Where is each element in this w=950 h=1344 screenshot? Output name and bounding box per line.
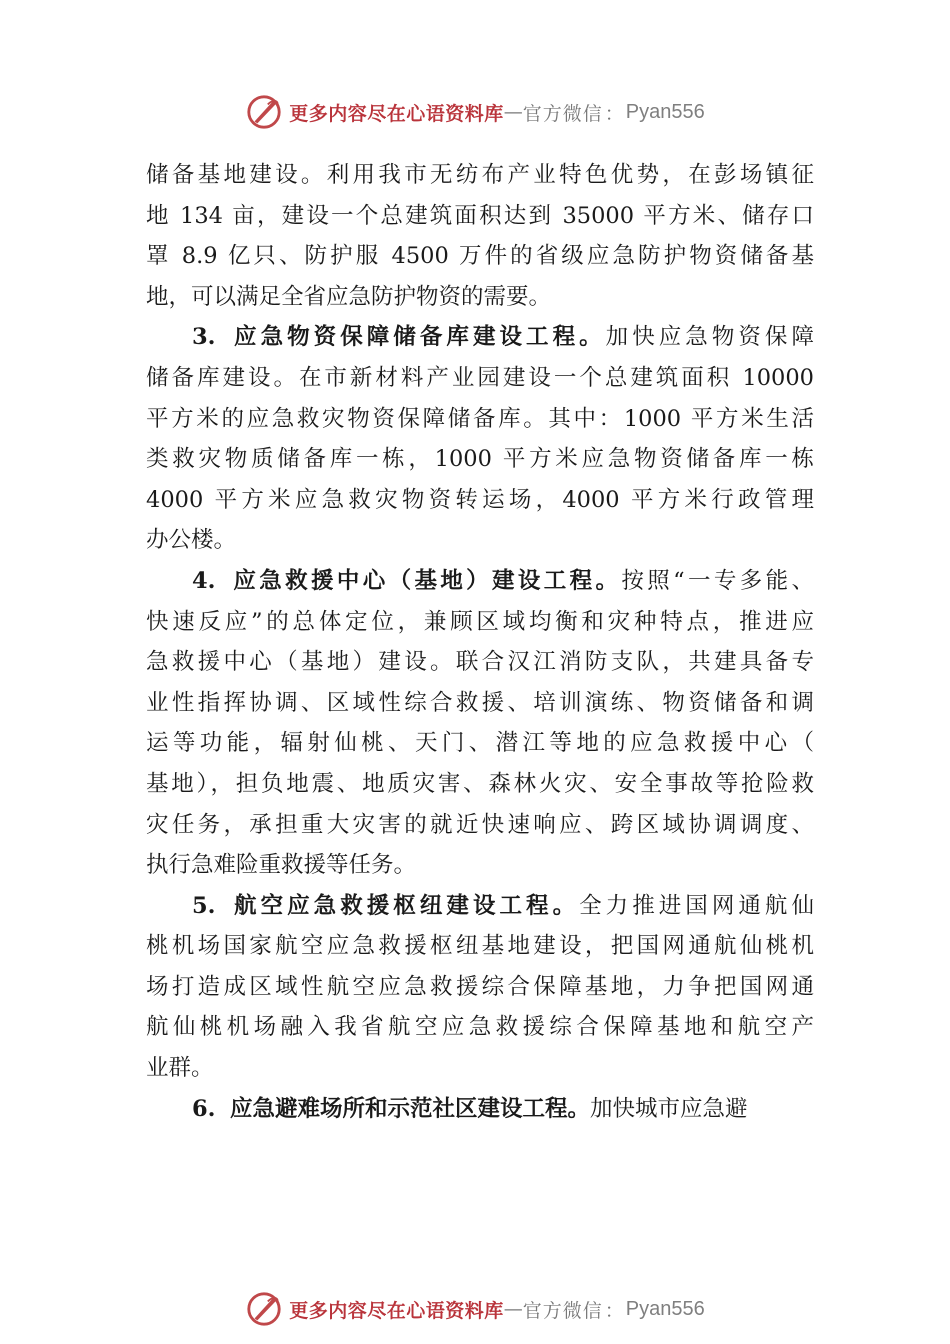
section-heading-line	[146, 1089, 814, 1130]
banner-dash: —	[503, 1298, 523, 1320]
text-line: 桃机场国家航空应急救援枢纽基地建设，把国网通航仙桃机	[146, 933, 814, 960]
text-line: 基地），担负地震、地质灾害、森林火灾、安全事故等抢险救	[146, 770, 814, 797]
footer-banner	[0, 1287, 950, 1331]
text-span: 按照“一专多能、	[621, 567, 814, 594]
text-span: 加快应急物资保障	[605, 324, 814, 351]
text-line: 类救灾物质储备库一栋，1000 平方米应急物资储备库一栋	[146, 446, 814, 473]
text-line: 业群。	[146, 1055, 214, 1082]
banner-wechat-handle: Pyan556	[625, 1297, 705, 1320]
section-number: 4.	[192, 567, 216, 594]
text-line: 4000 平方米应急救灾物资转运场，4000 平方米行政管理	[146, 486, 814, 513]
text-line: 地，可以满足全省应急防护物资的需要。	[146, 283, 552, 310]
section-heading-line	[146, 317, 814, 358]
banner-colon: ：	[604, 102, 624, 125]
text-line: 办公楼。	[146, 527, 237, 554]
section-heading-line	[146, 886, 814, 927]
text-line: 地 134 亩，建设一个总建筑面积达到 35000 平方米、储存口	[146, 202, 814, 229]
text-line: 灾任务，承担重大灾害的就近快速响应、跨区域协调调度、	[146, 811, 814, 838]
text-line: 航仙桃机场融入我省航空应急救援综合保障基地和航空产	[146, 1014, 814, 1041]
header-banner	[0, 90, 950, 134]
section-number: 6.	[192, 1095, 216, 1122]
text-line: 储备基地建设。利用我市无纺布产业特色优势，在彭场镇征	[146, 162, 814, 188]
text-line: 业性指挥协调、区域性综合救援、培训演练、物资储备和调	[146, 689, 814, 716]
text-line: 执行急难险重救援等任务。	[146, 852, 417, 879]
text-span: 加快城市应急避	[590, 1095, 748, 1122]
section-title: 应急避难场所和示范社区建设工程。	[230, 1095, 591, 1122]
banner-wechat-label: 官方微信	[522, 102, 603, 125]
text-line: 急救援中心（基地）建设。联合汉江消防支队，共建具备专	[146, 649, 814, 676]
text-line: 运等功能，辐射仙桃、天门、潜江等地的应急救援中心（	[146, 730, 814, 757]
text-line: 快速反应”的总体定位，兼顾区域均衡和灾种特点，推进应	[146, 608, 814, 635]
banner-site-text: 更多内容尽在心语资料库	[289, 102, 504, 125]
section-title: 航空应急救援枢纽建设工程。	[230, 892, 580, 919]
document-body	[146, 155, 814, 1129]
text-line: 罩 8.9 亿只、防护服 4500 万件的省级应急防护物资储备基	[146, 243, 814, 270]
section-heading-line	[146, 561, 814, 602]
section-title: 应急物资保障储备库建设工程。	[230, 324, 606, 351]
banner-wechat-label: 官方微信	[522, 1299, 603, 1322]
section-number: 3.	[192, 324, 216, 351]
banner-dash: —	[503, 101, 523, 123]
banner-wechat-handle: Pyan556	[625, 100, 705, 123]
quill-pen-seal-icon	[245, 1290, 283, 1328]
quill-pen-seal-icon	[245, 93, 283, 131]
section-number: 5.	[192, 892, 216, 919]
section-title: 应急救援中心（基地）建设工程。	[230, 567, 622, 594]
banner-site-text: 更多内容尽在心语资料库	[289, 1299, 504, 1322]
text-line: 平方米的应急救灾物资保障储备库。其中：1000 平方米生活	[146, 405, 814, 432]
text-span: 全力推进国网通航仙	[579, 892, 814, 919]
text-line: 储备库建设。在市新材料产业园建设一个总建筑面积 10000	[146, 364, 814, 391]
banner-colon: ：	[604, 1299, 624, 1322]
text-line: 场打造成区域性航空应急救援综合保障基地，力争把国网通	[146, 973, 814, 1000]
